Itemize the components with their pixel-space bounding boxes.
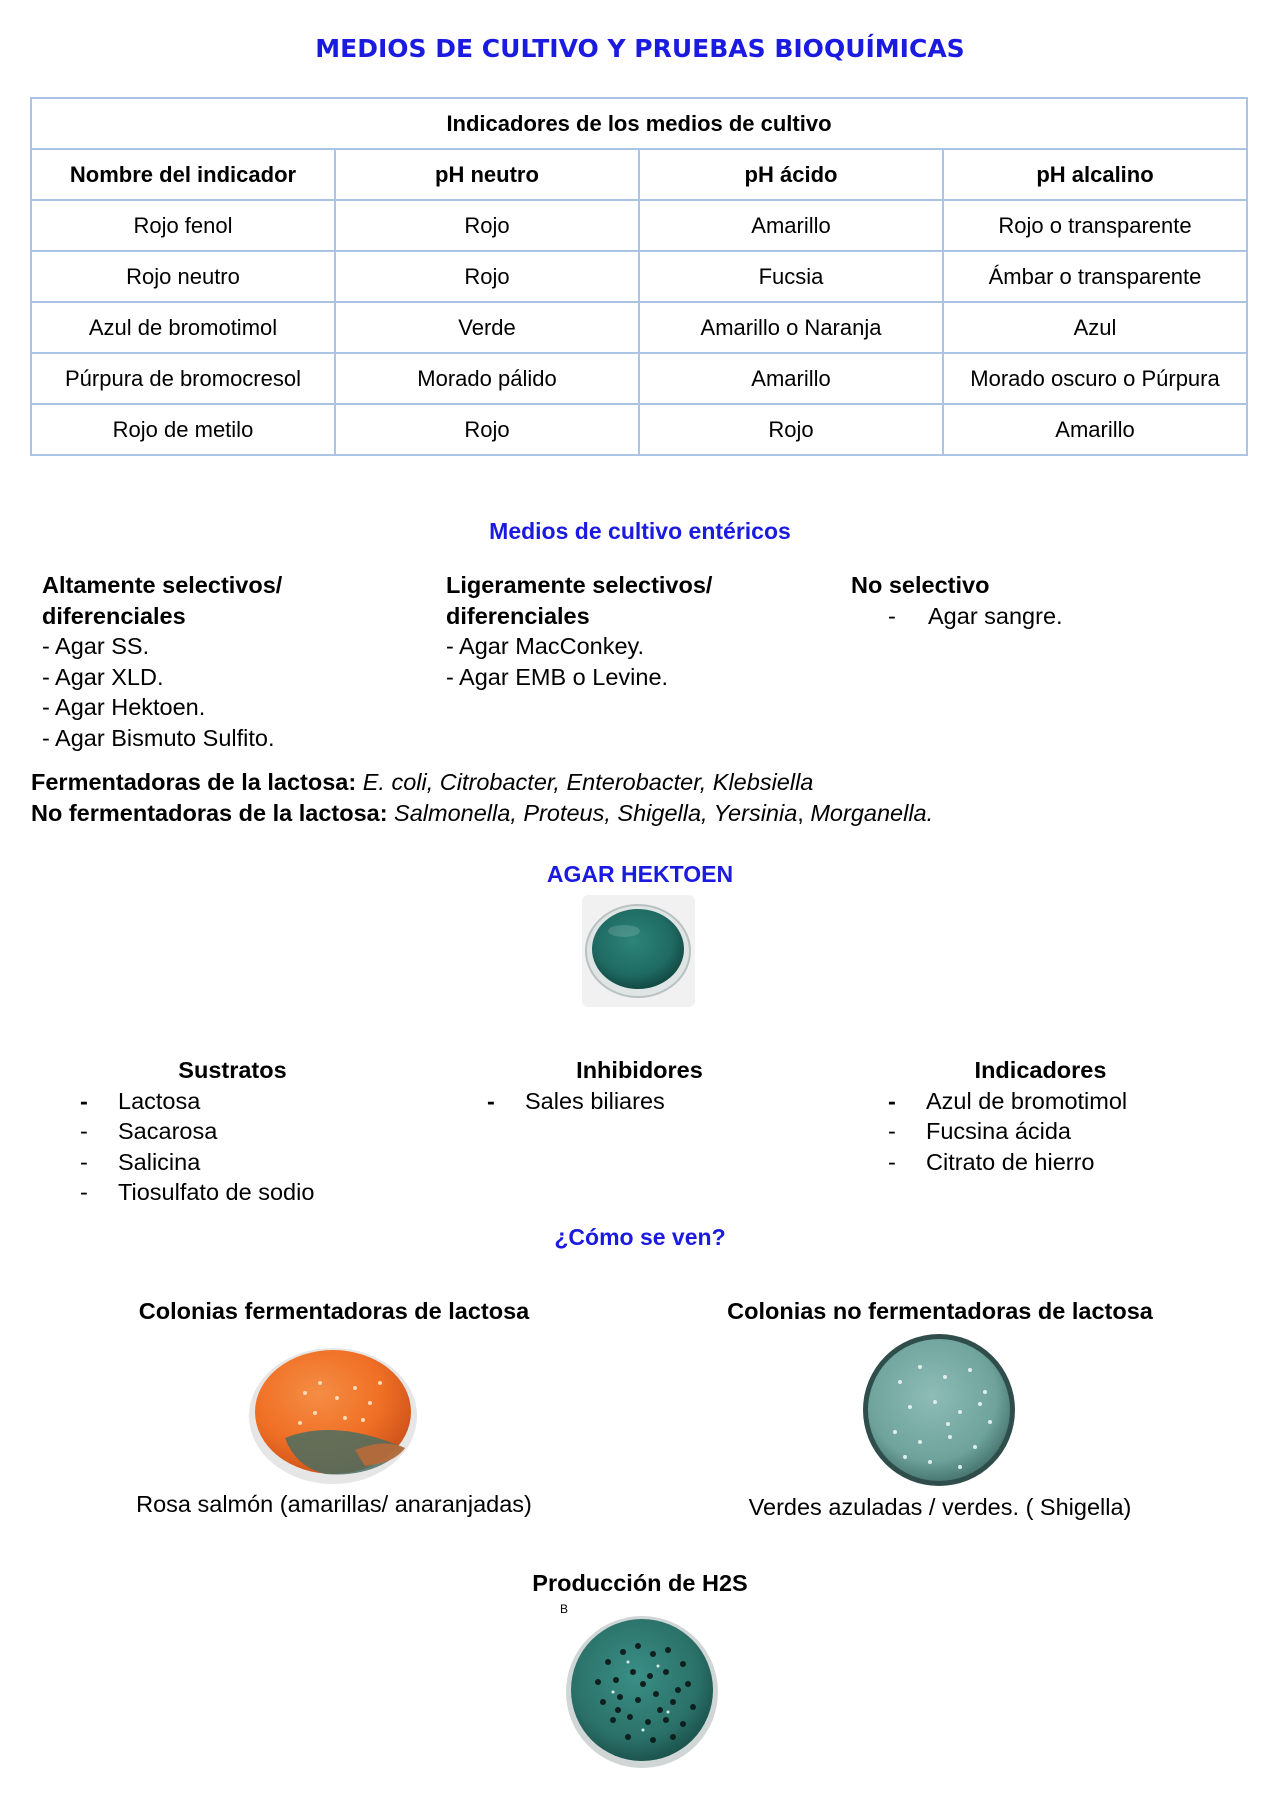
list-item [80,1086,400,1117]
non-fermenters-separator: , [797,800,811,826]
highly-selective-column [42,570,422,753]
fermenting-colonies-caption: Rosa salmón (amarillas/ anaranjadas) [136,1491,532,1517]
table-caption-row [31,98,1247,149]
photo-label: B [560,1602,569,1616]
non-selective-heading: No selectivo [851,572,990,598]
indicator-table [30,97,1248,456]
column-header: pH neutro [335,149,639,200]
table-cell: Rojo [335,404,639,455]
list-item [888,1116,1208,1147]
table-row [31,302,1247,353]
table-cell: Morado pálido [335,353,639,404]
indicators-heading: Indicadores [974,1057,1107,1083]
list-dash: - [80,1118,88,1144]
table-cell: Amarillo [943,404,1247,455]
column-header: pH ácido [639,149,943,200]
table-cell: Fucsia [639,251,943,302]
list-item-text: Sales biliares [525,1087,665,1114]
table-row [31,404,1247,455]
table-row [31,200,1247,251]
list-item-text: Azul de bromotimol [926,1087,1128,1114]
table-cell: Rojo neutro [31,251,335,302]
hektoen-title: AGAR HEKTOEN [546,861,734,887]
table-cell: Rojo de metilo [31,404,335,455]
fermenters-label: Fermentadoras de la lactosa: [31,769,357,795]
column-header: Nombre del indicador [31,149,335,200]
table-cell: Amarillo [639,353,943,404]
h2s-plate-image [558,1602,726,1770]
non-fermenting-colonies-heading: Colonias no fermentadoras de lactosa [727,1298,1153,1324]
non-fermenters-label: No fermentadoras de la lactosa: [31,800,388,826]
table-header-row [31,149,1247,200]
list-item-text: Lactosa [118,1087,201,1114]
non-fermenting-colonies-caption: Verdes azuladas / verdes. ( Shigella) [748,1494,1132,1520]
list-item-text: Salicina [118,1148,201,1175]
inhibitors-column [487,1055,807,1116]
page-title: MEDIOS DE CULTIVO Y PRUEBAS BIOQUÍMICAS [315,34,965,63]
non-fermenters-value-end: Morganella. [810,800,934,826]
list-dash: - [888,1087,896,1114]
hektoen-plate-image [582,895,695,1007]
list-dash: - [80,1087,88,1114]
list-item: - Agar Bismuto Sulfito. [42,724,275,751]
list-item [851,601,1231,632]
table-cell: Morado oscuro o Púrpura [943,353,1247,404]
inhibitors-heading: Inhibidores [576,1057,703,1083]
table-cell: Rojo o transparente [943,200,1247,251]
list-dash: - [888,1148,896,1175]
table-cell: Azul de bromotimol [31,302,335,353]
list-dash: - [80,1148,88,1175]
appearance-title: ¿Cómo se ven? [554,1224,726,1250]
list-item [80,1147,400,1178]
non-fermenting-plate-image [860,1332,1018,1488]
non-fermenters-value: Salmonella, Proteus, Shigella, Yersinia [387,800,798,826]
list-item: - Agar XLD. [42,663,164,690]
lightly-selective-heading: Ligeramente selectivos/ [446,572,713,598]
list-item: - Agar SS. [42,633,150,659]
column-header: pH alcalino [943,149,1247,200]
list-item: - Agar EMB o Levine. [446,663,669,690]
indicators-column [888,1055,1208,1177]
fermenting-plate-image [245,1338,420,1488]
list-item-text: Sacarosa [118,1118,218,1144]
lightly-selective-column [446,570,826,692]
list-dash: - [80,1179,88,1205]
table-caption: Indicadores de los medios de cultivo [31,98,1247,149]
lightly-selective-heading-cont: diferenciales [446,602,590,629]
fermenters-line [31,767,813,798]
fermenters-value: E. coli, Citrobacter, Enterobacter, Klebsiella [356,769,814,795]
highly-selective-heading-cont: diferenciales [42,602,186,629]
table-cell: Púrpura de bromocresol [31,353,335,404]
list-item: - Agar MacConkey. [446,633,645,659]
highly-selective-heading: Altamente selectivos/ [42,572,283,598]
table-cell: Rojo fenol [31,200,335,251]
indicators-list [888,1086,1208,1178]
enteric-section-title: Medios de cultivo entéricos [489,518,791,544]
non-selective-column [851,570,1231,631]
table-cell: Ámbar o transparente [943,251,1247,302]
table-cell: Amarillo o Naranja [639,302,943,353]
list-item [888,1147,1208,1178]
list-dash: - [487,1087,495,1114]
table-cell: Rojo [639,404,943,455]
list-item [80,1177,400,1208]
table-cell: Azul [943,302,1247,353]
list-item-text: Agar sangre. [928,602,1063,629]
table-cell: Amarillo [639,200,943,251]
h2s-heading: Producción de H2S [532,1570,748,1596]
substrates-list [80,1086,400,1208]
list-item-text: Fucsina ácida [926,1118,1071,1144]
substrates-column [80,1055,400,1208]
table-cell: Rojo [335,200,639,251]
list-dash: - [888,602,896,629]
non-fermenters-line [31,798,933,829]
list-item-text: Citrato de hierro [926,1148,1095,1175]
table-cell: Rojo [335,251,639,302]
table-row [31,353,1247,404]
table-cell: Verde [335,302,639,353]
list-item-text: Tiosulfato de sodio [118,1179,315,1205]
list-item [487,1086,807,1117]
list-item [888,1086,1208,1117]
list-dash: - [888,1118,896,1144]
list-item: - Agar Hektoen. [42,694,206,720]
table-row [31,251,1247,302]
substrates-heading: Sustratos [178,1057,287,1083]
list-item [80,1116,400,1147]
inhibitors-list [487,1086,807,1117]
fermenting-colonies-heading: Colonias fermentadoras de lactosa [138,1298,530,1324]
